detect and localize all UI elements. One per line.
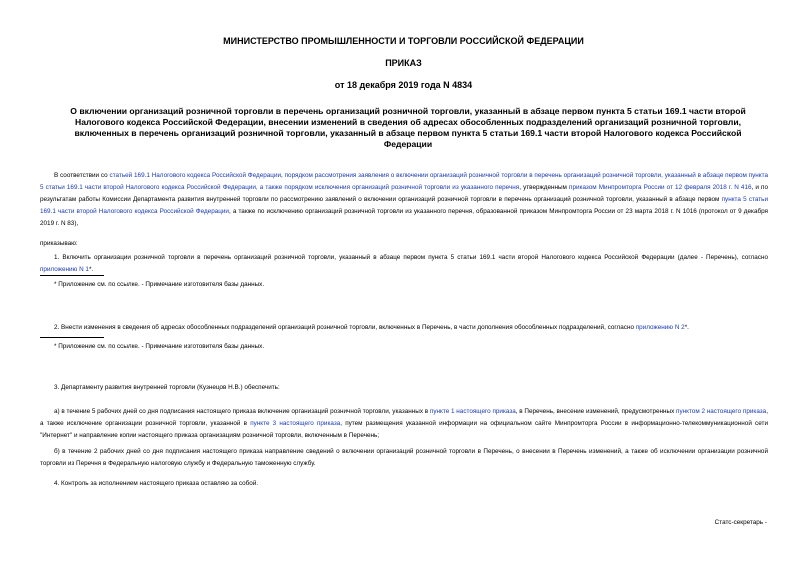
signature-title: Статс-секретарь - — [714, 519, 767, 526]
preamble-text: , а также по исключению организаций розничной торговли из указанного перечня, образованной приказом Минпромторга России от 23 марта 2018 г. N 1016 (протокол от 9 декабря 2019 г. N 83), — [40, 208, 768, 227]
link-paragraph-5[interactable]: пункта 5 статьи 169.1 части второй Налогового кодекса Российской Федерации — [40, 196, 768, 215]
item-4-text: 4. Контроль за исполнением настоящего приказа оставляю за собой. — [54, 480, 259, 487]
item-3 — [40, 382, 768, 394]
item-1 — [40, 252, 768, 276]
footnote-2: * Приложение см. по ссылке. - Примечание изготовителя базы данных. — [54, 343, 265, 350]
item-3b-text: б) в течение 2 рабочих дней со дня подписания настоящего приказа направление сведений о включении организаций розничной торговли в Перечень, о внесении в Перечень изменений, а также об исключении организации розничной торговли из Перечня в Федеральную налоговую службу и Федеральную таможенную службу. — [40, 448, 768, 467]
item-2-tail: *. — [684, 324, 689, 331]
document-type: ПРИКАЗ — [385, 58, 422, 68]
item-1-text: 1. Включить организации розничной торговли в перечень организаций розничной торговли, указанный в абзаце первом пункта 5 статьи 169.1 части второй Налогового кодекса Российской Федерации (далее - Перечень), согласно — [54, 254, 768, 261]
item-3b — [40, 446, 768, 470]
item-2-text: 2. Внести изменения в сведения об адресах обособленных подразделений организаций розничной торговли, включенных в Перечень, в части дополнения обособленных подразделений, согласно — [54, 324, 636, 331]
item-1-tail: *. — [88, 266, 94, 273]
item-3a-text: , а также исключение организации розничной торговли, указанной в — [40, 408, 768, 427]
footnote-divider — [40, 337, 104, 338]
item-3a — [40, 406, 768, 442]
link-item-3[interactable]: пункте 3 настоящего приказа — [250, 420, 341, 427]
order-date-number: от 18 декабря 2019 года N 4834 — [334, 80, 473, 90]
preamble-paragraph — [40, 170, 768, 230]
footnote-1: * Приложение см. по ссылке. - Примечание изготовителя базы данных. — [54, 281, 265, 288]
footnote-divider — [40, 275, 104, 276]
order-heading: О включении организаций розничной торговли в перечень организаций розничной торговли, указанный в абзаце первом пункта 5 статьи 169.1 части второй Налогового кодекса Российской Федерации, внесении изменений в сведения об адресах обособленных подразделений организаций розничной торговли, включенных в перечень организаций розничной торговли, указанный в абзаце первом пункта 5 статьи 169.1 части второй Налогового кодекса Российской Федерации — [70, 106, 746, 149]
link-appendix-2[interactable]: приложению N 2 — [635, 324, 685, 331]
link-order-416[interactable]: приказом Минпромторга России от 12 февраля 2018 г. N 416 — [569, 184, 752, 191]
item-3a-text: , в Перечень, внесение изменений, предусмотренных — [515, 408, 677, 415]
ministry-name: МИНИСТЕРСТВО ПРОМЫШЛЕННОСТИ И ТОРГОВЛИ РОССИЙСКОЙ ФЕДЕРАЦИИ — [223, 36, 584, 46]
link-item-2[interactable]: пунктом 2 настоящего приказа — [676, 408, 767, 415]
link-item-1[interactable]: пункте 1 настоящего приказа — [429, 408, 516, 415]
item-3-text: 3. Департаменту развития внутренней торговли (Кузнецов Н.В.) обеспечить: — [54, 384, 280, 391]
item-3a-text: , путем размещения указанной информации на официальном сайте Минпромторга России в информационно-телекоммуникационной сети "Интернет" и направление копии настоящего приказа организациям розничной торговли, включенным в Перечень; — [40, 420, 768, 439]
preamble-text: , — [281, 172, 285, 179]
link-tax-code-article[interactable]: статьей 169.1 Налогового кодекса Российской Федерации — [109, 172, 282, 179]
item-3a-text: а) в течение 5 рабочих дней со дня подписания настоящего приказа включение организаций розничной торговли, указанных в — [54, 408, 430, 415]
link-procedure[interactable]: порядком рассмотрения заявления о включении организаций розничной торговли в перечень организаций розничной торговли, указанный в абзаце первом пункта 5 статьи 169.1 части второй Налогового кодекса Российской Федерации, а также порядком исключения организаций розничной торговли из указанного перечня — [40, 172, 768, 191]
item-2 — [40, 322, 768, 334]
item-4 — [40, 478, 768, 490]
preamble-text: , утвержденным — [519, 184, 570, 191]
link-appendix-1[interactable]: приложению N 1 — [40, 266, 89, 273]
orders-word: приказываю: — [40, 240, 78, 247]
preamble-text: , и по результатам работы Комиссии Департамента развития внутренней торговли по рассмотрению заявлений о включении организаций розничной торговли в перечень организаций розничной торговли, указанный в абзаце первом — [40, 184, 768, 203]
preamble-text: В соответствии со — [54, 172, 110, 179]
